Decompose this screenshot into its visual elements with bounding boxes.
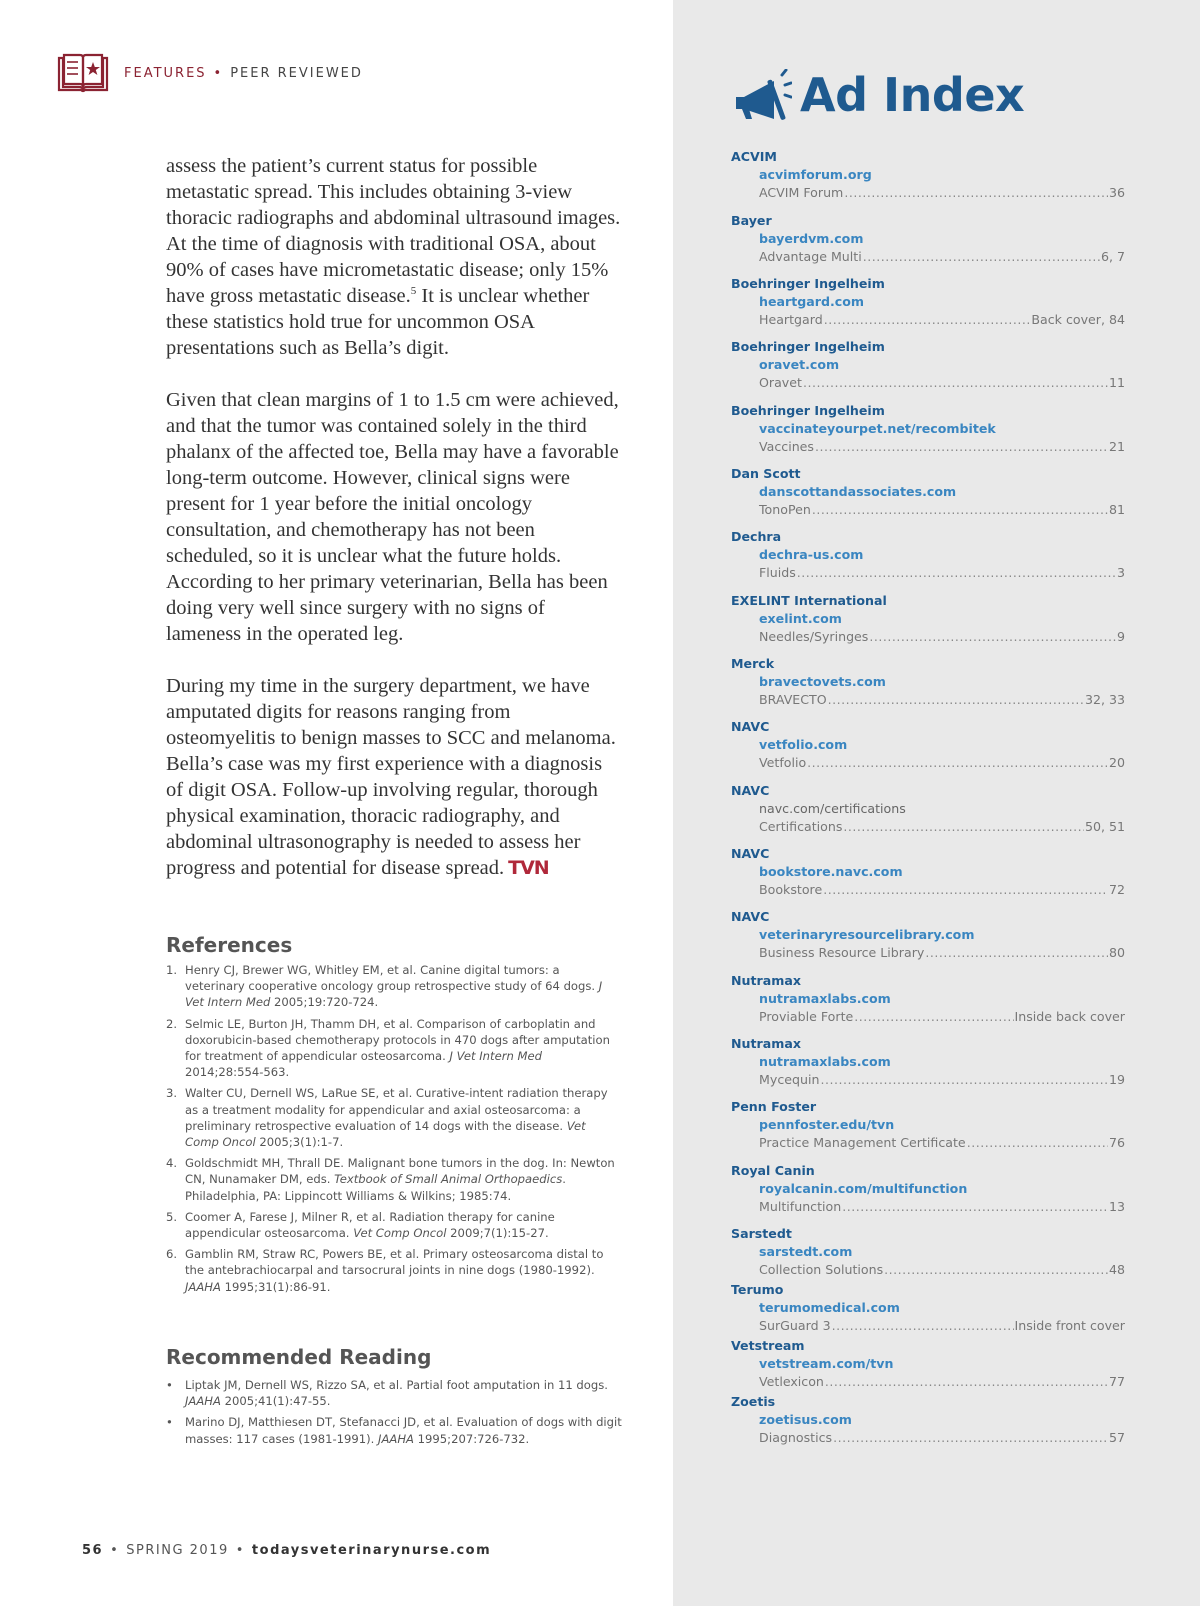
- advertiser-name: Terumo: [731, 1282, 784, 1297]
- advertiser-name: ACVIM: [731, 149, 777, 164]
- ad-product-line: [759, 1198, 1125, 1216]
- dot-leader: [869, 628, 1116, 646]
- site-link[interactable]: todaysveterinarynurse.com: [251, 1543, 492, 1558]
- ad-entry: [731, 1035, 1125, 1089]
- dot-leader: [854, 1008, 1013, 1026]
- ad-entry: [731, 528, 1125, 582]
- reference-item: [166, 1414, 622, 1446]
- advertiser-name: NAVC: [731, 909, 770, 924]
- ad-index-title: Ad Index: [800, 68, 1025, 122]
- advertiser-url-link[interactable]: oravet.com: [759, 357, 840, 372]
- separator-dot: •: [110, 1543, 120, 1558]
- reference-journal: Textbook of Small Animal Orthopaedics: [334, 1172, 563, 1187]
- reference-journal: J Vet Intern Med: [449, 1049, 542, 1064]
- product-name: Oravet: [759, 375, 802, 390]
- reference-citation: 2005;19:720-724.: [270, 995, 379, 1010]
- ad-entry: [731, 592, 1125, 646]
- page-reference: 11: [1108, 375, 1125, 390]
- page-reference: 57: [1108, 1430, 1125, 1445]
- advertiser-url-link[interactable]: navc.com/certifications: [759, 801, 906, 816]
- reference-text: Liptak JM, Dernell WS, Rizzo SA, et al. Partial foot amputation in 11 dogs.: [185, 1378, 608, 1392]
- page-reference: 13: [1108, 1199, 1125, 1214]
- advertiser-url-link[interactable]: vetstream.com/tvn: [759, 1356, 894, 1371]
- section-header: [56, 52, 363, 94]
- page-reference: Inside back cover: [1014, 1009, 1125, 1024]
- reference-journal: Vet Comp Oncol: [185, 1118, 586, 1150]
- advertiser-name: Zoetis: [731, 1394, 776, 1409]
- product-name: Vetfolio: [759, 755, 807, 770]
- reference-citation: 2005;3(1):1-7.: [255, 1135, 344, 1150]
- recommended-reading-heading: Recommended Reading: [166, 1345, 432, 1369]
- reference-number: 5.: [166, 1209, 178, 1224]
- product-name: BRAVECTO: [759, 692, 827, 707]
- advertiser-url-link[interactable]: bayerdvm.com: [759, 231, 864, 246]
- dot-leader: [820, 1071, 1108, 1089]
- product-name: Heartgard: [759, 312, 823, 327]
- tvn-end-logo: TVN: [508, 857, 549, 879]
- ad-product-line: [759, 1261, 1125, 1279]
- reference-number: 2.: [166, 1016, 178, 1031]
- advertiser-name: Nutramax: [731, 973, 801, 988]
- advertiser-name: Royal Canin: [731, 1163, 815, 1178]
- advertiser-name: NAVC: [731, 846, 770, 861]
- reference-item: [166, 1085, 622, 1150]
- advertiser-name: EXELINT International: [731, 593, 887, 608]
- reference-citation: 1995;31(1):86-91.: [220, 1279, 331, 1294]
- ad-product-line: [759, 184, 1125, 202]
- advertiser-url-link[interactable]: vaccinateyourpet.net/recombitek: [759, 421, 996, 436]
- dot-leader: [967, 1134, 1108, 1152]
- page-reference: 72: [1108, 882, 1125, 897]
- reference-number: •: [166, 1415, 173, 1430]
- dot-leader: [823, 881, 1108, 899]
- ad-product-line: [759, 374, 1125, 392]
- ad-entry: [731, 972, 1125, 1026]
- advertiser-url-link[interactable]: pennfoster.edu/tvn: [759, 1117, 895, 1132]
- dot-leader: [828, 691, 1084, 709]
- page-reference: 19: [1108, 1072, 1125, 1087]
- dot-leader: [815, 438, 1108, 456]
- reference-citation: 2009;7(1):15-27.: [446, 1226, 549, 1241]
- separator-dot: •: [235, 1543, 245, 1558]
- product-name: Needles/Syringes: [759, 629, 869, 644]
- reference-item: [166, 962, 622, 1011]
- ad-entry: [731, 845, 1125, 899]
- dot-leader: [925, 944, 1108, 962]
- paragraph-text: During my time in the surgery department, we have amputated digits for reasons ranging from osteomyelitis to benign masses to SCC and melanoma. Bella’s case was my first experience with a diagnosis of digit OSA. Follow-up involving regular, thorough physical examination, thoracic radiography, and abdominal ultrasonography is needed to assess her progress and potential for disease spread.: [166, 675, 616, 879]
- reference-item: [166, 1209, 622, 1241]
- product-name: Diagnostics: [759, 1430, 833, 1445]
- page-reference: Back cover, 84: [1031, 312, 1125, 327]
- dot-leader: [825, 1373, 1108, 1391]
- advertiser-name: NAVC: [731, 783, 770, 798]
- dot-leader: [803, 374, 1108, 392]
- dot-leader: [833, 1429, 1108, 1447]
- issue-label: SPRING 2019: [126, 1543, 229, 1558]
- paragraph: Given that clean margins of 1 to 1.5 cm were achieved, and that the tumor was contained solely in the third phalanx of the affected toe, Bella may have a favorable long-term outcome. However, clinical signs were present for 1 year before the initial oncology consultation, and chemotherapy has not been scheduled, so it is unclear what the future holds. According to her primary veterinarian, Bella has been doing very well since surgery with no signs of lameness in the operated leg.: [166, 389, 619, 645]
- advertiser-url-link[interactable]: acvimforum.org: [759, 167, 872, 182]
- product-name: Multifunction: [759, 1199, 842, 1214]
- reference-item: [166, 1246, 622, 1295]
- page-reference: Inside front cover: [1014, 1318, 1125, 1333]
- ad-entry: [731, 782, 1125, 836]
- ad-entry: [731, 275, 1125, 329]
- reference-citation: . Philadelphia, PA: Lippincott Williams & Wilkins; 1985:74.: [185, 1172, 566, 1203]
- ad-entry: [731, 1225, 1125, 1279]
- advertiser-name: NAVC: [731, 719, 770, 734]
- page-footer: [82, 1543, 491, 1558]
- ad-product-line: [759, 754, 1125, 772]
- ad-product-line: [759, 881, 1125, 899]
- ad-entry: [731, 338, 1125, 392]
- dot-leader: [812, 501, 1108, 519]
- ad-entry: [731, 908, 1125, 962]
- product-name: Bookstore: [759, 882, 823, 897]
- page-reference: 20: [1108, 755, 1125, 770]
- review-label: PEER REVIEWED: [230, 65, 363, 81]
- product-name: Proviable Forte: [759, 1009, 854, 1024]
- article-body: [166, 153, 624, 907]
- footnote-ref[interactable]: 5: [410, 285, 417, 298]
- ad-entry: [731, 148, 1125, 202]
- page-reference: 6, 7: [1100, 249, 1125, 264]
- product-name: ACVIM Forum: [759, 185, 844, 200]
- advertiser-url-link[interactable]: nutramaxlabs.com: [759, 1054, 891, 1069]
- product-name: Practice Management Certificate: [759, 1135, 966, 1150]
- advertiser-name: Penn Foster: [731, 1099, 817, 1114]
- product-name: Business Resource Library: [759, 945, 925, 960]
- reference-journal: J Vet Intern Med: [185, 979, 603, 1010]
- reference-item: [166, 1155, 622, 1204]
- page-reference: 21: [1108, 439, 1125, 454]
- product-name: SurGuard 3: [759, 1318, 831, 1333]
- page-reference: 76: [1108, 1135, 1125, 1150]
- advertiser-url-link[interactable]: vetfolio.com: [759, 737, 848, 752]
- page-reference: 9: [1116, 629, 1125, 644]
- references-list: [166, 962, 622, 1300]
- dot-leader: [807, 754, 1108, 772]
- reference-citation: 2005;41(1):47-55.: [220, 1394, 331, 1409]
- book-star-icon: [56, 52, 110, 94]
- reference-number: 4.: [166, 1156, 178, 1171]
- separator-dot: •: [213, 65, 224, 81]
- product-name: TonoPen: [759, 502, 811, 517]
- ad-product-line: [759, 628, 1125, 646]
- advertiser-url-link[interactable]: exelint.com: [759, 611, 842, 626]
- product-name: Advantage Multi: [759, 249, 862, 264]
- page-reference: 48: [1108, 1262, 1125, 1277]
- reference-item: [166, 1016, 622, 1081]
- advertiser-name: Bayer: [731, 213, 772, 228]
- ad-product-line: [759, 564, 1125, 582]
- reference-text: Goldschmidt MH, Thrall DE. Malignant bone tumors in the dog. In: Newton CN, Nunamaker DM, eds.: [185, 1156, 615, 1187]
- advertiser-url-link[interactable]: bookstore.navc.com: [759, 864, 903, 879]
- advertiser-name: Sarstedt: [731, 1226, 792, 1241]
- page-reference: 77: [1108, 1374, 1125, 1389]
- ad-product-line: [759, 1373, 1125, 1391]
- recommended-reading-list: [166, 1377, 622, 1452]
- reference-item: [166, 1377, 622, 1409]
- ad-entry: [731, 1162, 1125, 1216]
- ad-entry: [731, 1281, 1125, 1335]
- ad-product-line: [759, 1134, 1125, 1152]
- ad-product-line: [759, 311, 1125, 329]
- advertiser-url-link[interactable]: danscottandassociates.com: [759, 484, 957, 499]
- page-reference: 81: [1108, 502, 1125, 517]
- advertiser-name: Boehringer Ingelheim: [731, 403, 885, 418]
- ad-entry: [731, 718, 1125, 772]
- page-reference: 36: [1108, 185, 1125, 200]
- ad-entry: [731, 1337, 1125, 1391]
- reference-number: 1.: [166, 963, 178, 977]
- section-name: FEATURES: [124, 65, 207, 81]
- ad-product-line: [759, 1317, 1125, 1335]
- advertiser-name: Merck: [731, 656, 775, 671]
- reference-journal: Vet Comp Oncol: [353, 1226, 447, 1241]
- advertiser-url-link[interactable]: bravectovets.com: [759, 674, 886, 689]
- dot-leader: [832, 1317, 1014, 1335]
- page-reference: 32, 33: [1084, 692, 1125, 707]
- ad-entry: [731, 1393, 1125, 1447]
- page-reference: 50, 51: [1084, 819, 1125, 834]
- paragraph: [166, 153, 624, 361]
- dot-leader: [843, 818, 1084, 836]
- reference-text: Gamblin RM, Straw RC, Powers BE, et al. Primary osteosarcoma distal to the antebrachiocarpal and tarsocrural joints in nine dogs (1980-1992).: [185, 1247, 604, 1278]
- dot-leader: [844, 184, 1108, 202]
- advertiser-name: Dan Scott: [731, 466, 801, 481]
- product-name: Fluids: [759, 565, 796, 580]
- paragraph: [166, 673, 624, 881]
- header-label: [124, 66, 363, 81]
- advertiser-url-link[interactable]: zoetisus.com: [759, 1412, 852, 1427]
- dot-leader: [824, 311, 1031, 329]
- advertiser-name: Boehringer Ingelheim: [731, 339, 885, 354]
- references-heading: References: [166, 933, 293, 957]
- advertiser-url-link[interactable]: sarstedt.com: [759, 1244, 853, 1259]
- advertiser-name: Dechra: [731, 529, 782, 544]
- reference-citation: 2014;28:554-563.: [185, 1065, 290, 1080]
- ad-entry: [731, 212, 1125, 266]
- ad-product-line: [759, 691, 1125, 709]
- page-reference: 3: [1116, 565, 1125, 580]
- paragraph-text: It is unclear whether these statistics hold true for uncommon OSA presentations such as Bella’s digit.: [166, 285, 590, 359]
- product-name: Vaccines: [759, 439, 814, 454]
- dot-leader: [884, 1261, 1108, 1279]
- advertiser-url-link[interactable]: heartgard.com: [759, 294, 864, 309]
- dot-leader: [863, 248, 1100, 266]
- reference-text: Marino DJ, Matthiesen DT, Stefanacci JD, et al. Evaluation of dogs with digit masses: 117 cases (1981-1991).: [185, 1415, 622, 1446]
- ad-entry: [731, 655, 1125, 709]
- advertiser-url-link[interactable]: royalcanin.com/multifunction: [759, 1181, 968, 1196]
- advertiser-name: Vetstream: [731, 1338, 805, 1353]
- reference-text: Coomer A, Farese J, Milner R, et al. Radiation therapy for canine appendicular osteosarcoma.: [185, 1209, 555, 1241]
- reference-journal: JAAHA: [185, 1279, 221, 1294]
- ad-entry: [731, 465, 1125, 519]
- product-name: Mycequin: [759, 1072, 820, 1087]
- reference-text: Walter CU, Dernell WS, LaRue SE, et al. Curative-intent radiation therapy as a treatment modality for appendicular and axial osteosarcoma: a preliminary retrospective evaluation of 14 dogs with the disease.: [185, 1086, 608, 1133]
- reference-number: 3.: [166, 1086, 178, 1101]
- ad-product-line: [759, 1071, 1125, 1089]
- advertiser-url-link[interactable]: dechra-us.com: [759, 547, 864, 562]
- reference-number: 6.: [166, 1247, 178, 1262]
- reference-number: •: [166, 1378, 173, 1392]
- megaphone-icon: [730, 69, 792, 121]
- advertiser-name: Boehringer Ingelheim: [731, 276, 885, 291]
- advertiser-name: Nutramax: [731, 1036, 801, 1051]
- ad-product-line: [759, 818, 1125, 836]
- paragraph-text: assess the patient’s current status for possible metastatic spread. This includes obtaining 3-view thoracic radiographs and abdominal ultrasound images. At the time of diagnosis with traditional OSA, about 90% of cases have micrometastatic disease; only 15% have gross metastatic disease.: [166, 155, 621, 307]
- product-name: Vetlexicon: [759, 1374, 824, 1389]
- reference-text: Selmic LE, Burton JH, Thamm DH, et al. Comparison of carboplatin and doxorubicin-based chemotherapy protocols in 470 dogs after amputation for treatment of appendicular osteosarcoma.: [185, 1016, 610, 1064]
- advertiser-url-link[interactable]: terumomedical.com: [759, 1300, 900, 1315]
- reference-text: Henry CJ, Brewer WG, Whitley EM, et al. Canine digital tumors: a veterinary cooperative oncology group retrospective study of 64 dogs.: [185, 963, 599, 994]
- reference-journal: JAAHA: [185, 1394, 221, 1409]
- page-number: 56: [82, 1543, 104, 1558]
- ad-product-line: [759, 501, 1125, 519]
- ad-index-header: [730, 68, 1024, 122]
- product-name: Collection Solutions: [759, 1262, 884, 1277]
- advertiser-url-link[interactable]: nutramaxlabs.com: [759, 991, 891, 1006]
- ad-product-line: [759, 248, 1125, 266]
- advertiser-url-link[interactable]: veterinaryresourcelibrary.com: [759, 927, 975, 942]
- ad-product-line: [759, 944, 1125, 962]
- ad-product-line: [759, 438, 1125, 456]
- ad-entry: [731, 1098, 1125, 1152]
- reference-citation: 1995;207:726-732.: [413, 1431, 530, 1446]
- product-name: Certifications: [759, 819, 843, 834]
- page-reference: 80: [1108, 945, 1125, 960]
- dot-leader: [842, 1198, 1108, 1216]
- dot-leader: [797, 564, 1116, 582]
- ad-product-line: [759, 1429, 1125, 1447]
- reference-journal: JAAHA: [378, 1431, 414, 1446]
- ad-product-line: [759, 1008, 1125, 1026]
- ad-entry: [731, 402, 1125, 456]
